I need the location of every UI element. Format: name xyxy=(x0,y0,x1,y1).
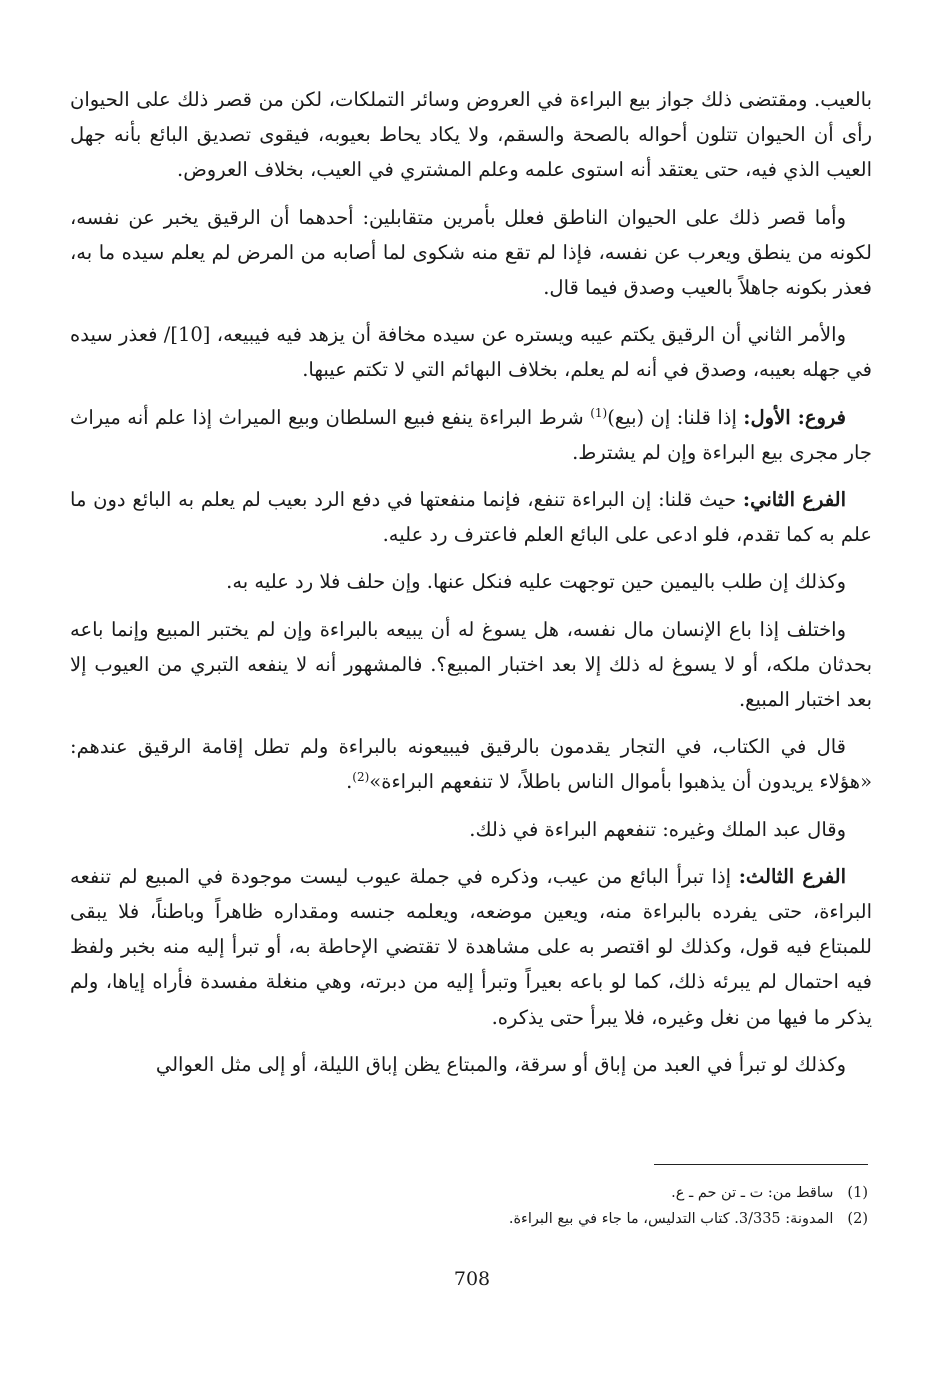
main-text xyxy=(70,82,872,1082)
branch-1-text-a: إذا قلنا: إن (بيع) xyxy=(607,405,744,429)
footnote-separator xyxy=(654,1164,868,1165)
paragraph-8 xyxy=(70,729,872,799)
footnote-2 xyxy=(88,1206,868,1232)
manuscript-folio-marker: /[10] xyxy=(163,323,211,347)
paragraph-11: وكذلك لو تبرأ في العبد من إباق أو سرقة، والمبتاع يظن إباق الليلة، أو إلى مثل العوالي xyxy=(155,1052,846,1076)
paragraph-1: بالعيب. ومقتضى ذلك جواز بيع البراءة في العروض وسائر التملكات، لكن من قصر ذلك على الحيوان رأى أن الحيوان تتلون أحواله بالصحة والسقم، ولا يكاد يحاط بعيوبه، فيقوى تصديق البائع بأنه جهل العيب الذي فيه، حتى يعتقد أنه استوى علمه وعلم المشتري في العيب، بخلاف العروض. xyxy=(70,88,872,182)
branch-3-text: إذا تبرأ البائع من عيب، وذكره في جملة عيوب ليست موجودة في المبيع لم تنفعه البراءة، حتى يفرده بالبراءة منه، ويعين موضعه، ويعلمه جنسه ومقداره ظاهراً وباطناً، فلا يبقى للمبتاع فيه قول، وكذلك لو اقتصر به على مشاهدة لا تقتضي الإحاطة به، أو تبرأ إليه منه بخبر ولفظ فيه احتمال لم يبرئه ذلك، كما لو باعه بعيراً وتبرأ إليه من دبرته، وهي منغلة مفسدة فأراه إياها، ولم يذكر ما فيها من نغل وغيره، فلا يبرأ حتى يذكره. xyxy=(70,864,872,1029)
paragraph-6: وكذلك إن طلب باليمين حين توجهت عليه فنكل عنها. وإن حلف فلا رد عليه به. xyxy=(226,570,846,594)
paragraph-9: وقال عبد الملك وغيره: تنفعهم البراءة في ذلك. xyxy=(469,817,846,841)
paragraph-branch-1 xyxy=(70,400,872,470)
branch-2-heading: الفرع الثاني: xyxy=(742,488,846,512)
paragraph-branch-3 xyxy=(70,859,872,1035)
paragraph-branch-2 xyxy=(70,482,872,552)
paragraph-8-text-b: . xyxy=(346,770,353,794)
footnote-1 xyxy=(88,1180,868,1206)
paragraph-7: واختلف إذا باع الإنسان مال نفسه، هل يسوغ له أن يبيعه بالبراءة وإن لم يختبر المبيع وإنما باعه بحدثان ملكه، أو لا يسوغ له ذلك إلا بعد اختبار المبيع؟. فالمشهور أنه لا ينفعه التبري من العيوب إلا بعد اختبار المبيع. xyxy=(70,617,872,712)
page-number: 708 xyxy=(453,1268,491,1290)
footnote-2-text: المدونة: 3/335. كتاب التدليس، ما جاء في بيع البراءة. xyxy=(508,1211,834,1227)
footnote-1-number: (1) xyxy=(847,1185,868,1201)
footnote-ref-1: (1) xyxy=(590,405,608,420)
footnote-2-number: (2) xyxy=(847,1211,868,1227)
paragraph-3 xyxy=(70,317,872,387)
paragraph-2: وأما قصر ذلك على الحيوان الناطق فعلل بأمرين متقابلين: أحدهما أن الرقيق يخبر عن نفسه، لكونه من ينطق ويعرب عن نفسه، فإذا لم تقع منه شكوى لما أصابه من المرض لم يعلم سيده ما به، فعذر بكونه جاهلاً بالعيب وصدق فيما قال. xyxy=(70,205,872,300)
paragraph-3-text-a: والأمر الثاني أن الرقيق يكتم عيبه ويستره عن سيده مخافة أن يزهد فيه فيبيعه، xyxy=(210,323,846,347)
branch-3-heading: الفرع الثالث: xyxy=(738,864,846,888)
footnote-1-text: ساقط من: ت ـ تن حم ـ ع. xyxy=(671,1185,834,1201)
paragraph-3-text-b: فعذر سيده في جهله بعيبه، وصدق في أنه لم يعلم، بخلاف البهائم التي لا تكتم عيبها. xyxy=(70,323,872,382)
branch-1-text-b: شرط البراءة ينفع فبيع السلطان وبيع الميراث إذا علم أنه ميراث جار مجرى بيع البراءة وإن لم يشترط. xyxy=(70,405,872,464)
footnotes xyxy=(88,1180,868,1232)
footnote-ref-2: (2) xyxy=(352,770,370,785)
paragraph-8-text-a: قال في الكتاب، في التجار يقدمون بالرقيق فيبيعونه بالبراءة ولم تطل إقامة الرقيق عندهم: «هؤلاء يريدون أن يذهبوا بأموال الناس باطلاً، لا تنفعهم البراءة» xyxy=(70,735,872,794)
branch-2-text: حيث قلنا: إن البراءة تنفع، فإنما منفعتها في دفع الرد بعيب لم يعلم به البائع دون ما علم به كما تقدم، فلو ادعى على البائع العلم فاعترف رد عليه. xyxy=(70,488,872,547)
branch-1-heading: فروع: الأول: xyxy=(743,405,846,429)
